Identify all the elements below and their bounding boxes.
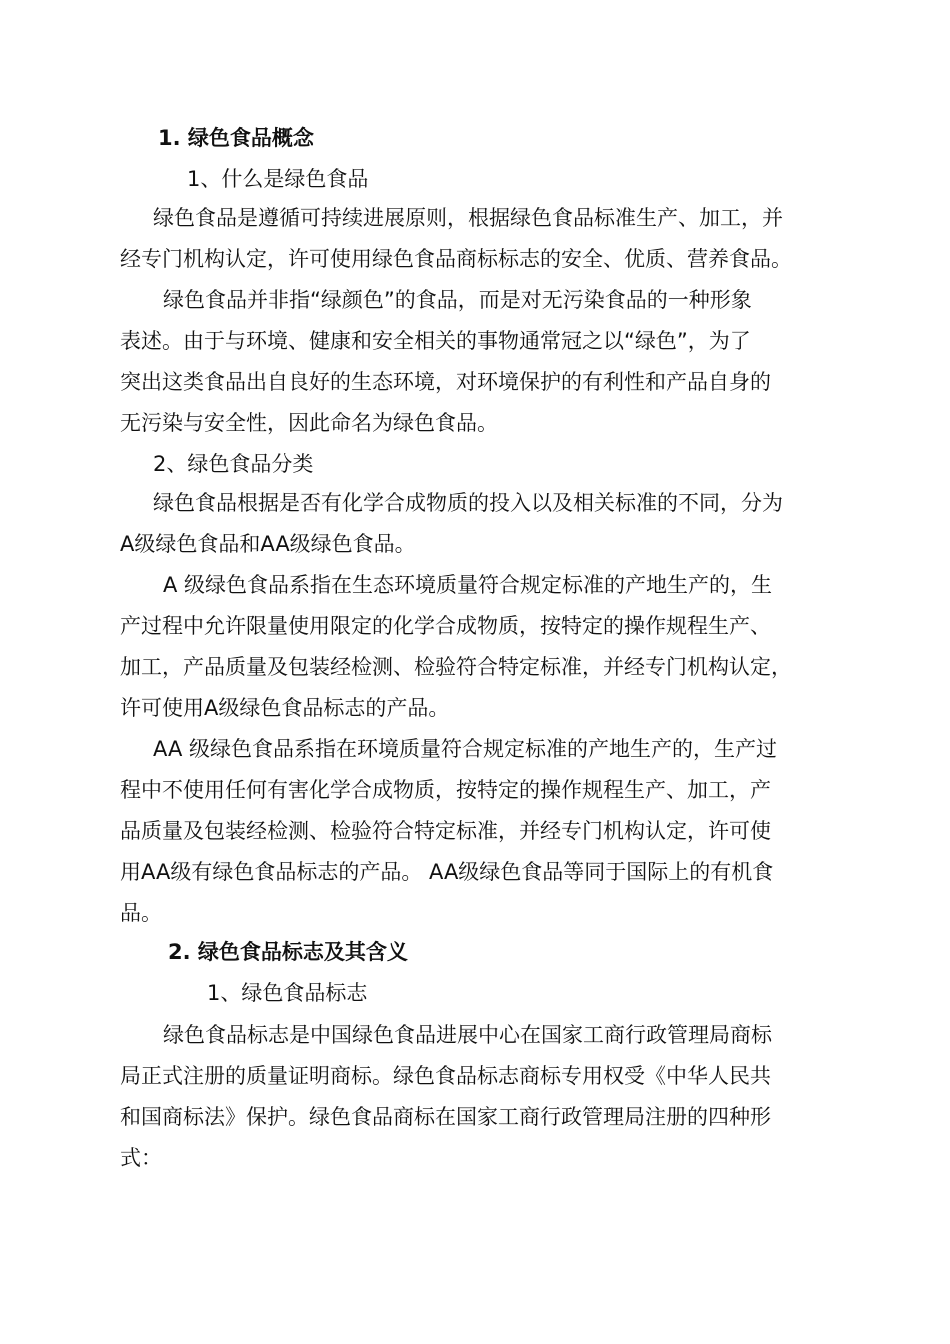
subsection-2-1-title: 1、绿色食品标志 bbox=[207, 981, 368, 1005]
paragraph-line: 突出这类食品出自良好的生态环境，对环境保护的有利性和产品自身的 bbox=[120, 370, 771, 394]
paragraph-line: 绿色食品是遵循可持续进展原则，根据绿色食品标准生产、加工，并 bbox=[153, 206, 783, 230]
paragraph-line: A 级绿色食品系指在生态环境质量符合规定标准的产地生产的，生 bbox=[163, 573, 773, 597]
paragraph-line: 绿色食品标志是中国绿色食品进展中心在国家工商行政管理局商标 bbox=[163, 1023, 772, 1047]
paragraph-line: 用AA级有绿色食品标志的产品。 AA级绿色食品等同于国际上的有机食 bbox=[120, 860, 774, 884]
paragraph-line: 局正式注册的质量证明商标。绿色食品标志商标专用权受《中华人民共 bbox=[120, 1064, 771, 1088]
paragraph-line: 加工，产品质量及包装经检测、检验符合特定标准，并经专门机构认定， bbox=[120, 655, 792, 679]
subsection-1-1-title: 1、什么是绿色食品 bbox=[187, 167, 369, 191]
paragraph-line: 无污染与安全性，因此命名为绿色食品。 bbox=[120, 411, 498, 435]
paragraph-line: 式： bbox=[120, 1146, 162, 1170]
paragraph-line: 品。 bbox=[120, 901, 162, 925]
paragraph-line: 表述。由于与环境、健康和安全相关的事物通常冠之以“绿色”，为了 bbox=[120, 329, 751, 353]
paragraph-line: 绿色食品并非指“绿颜色”的食品，而是对无污染食品的一种形象 bbox=[163, 288, 752, 312]
paragraph-line: 绿色食品根据是否有化学合成物质的投入以及相关标准的不同，分为 bbox=[153, 491, 783, 515]
paragraph-line: AA 级绿色食品系指在环境质量符合规定标准的产地生产的，生产过 bbox=[153, 737, 777, 761]
paragraph-line: 产过程中允许限量使用限定的化学合成物质，按特定的操作规程生产、 bbox=[120, 614, 771, 638]
paragraph-line: A级绿色食品和AA级绿色食品。 bbox=[120, 532, 416, 556]
subsection-1-2-title: 2、绿色食品分类 bbox=[153, 452, 314, 476]
section-2-heading: 2. 绿色食品标志及其含义 bbox=[168, 940, 408, 964]
paragraph-line: 经专门机构认定，许可使用绿色食品商标标志的安全、优质、营养食品。 bbox=[120, 247, 792, 271]
paragraph-line: 程中不使用任何有害化学合成物质，按特定的操作规程生产、加工，产 bbox=[120, 778, 771, 802]
paragraph-line: 许可使用A级绿色食品标志的产品。 bbox=[120, 696, 450, 720]
paragraph-line: 品质量及包装经检测、检验符合特定标准，并经专门机构认定，许可使 bbox=[120, 819, 771, 843]
section-1-heading: 1. 绿色食品概念 bbox=[158, 126, 314, 150]
paragraph-line: 和国商标法》保护。绿色食品商标在国家工商行政管理局注册的四种形 bbox=[120, 1105, 771, 1129]
